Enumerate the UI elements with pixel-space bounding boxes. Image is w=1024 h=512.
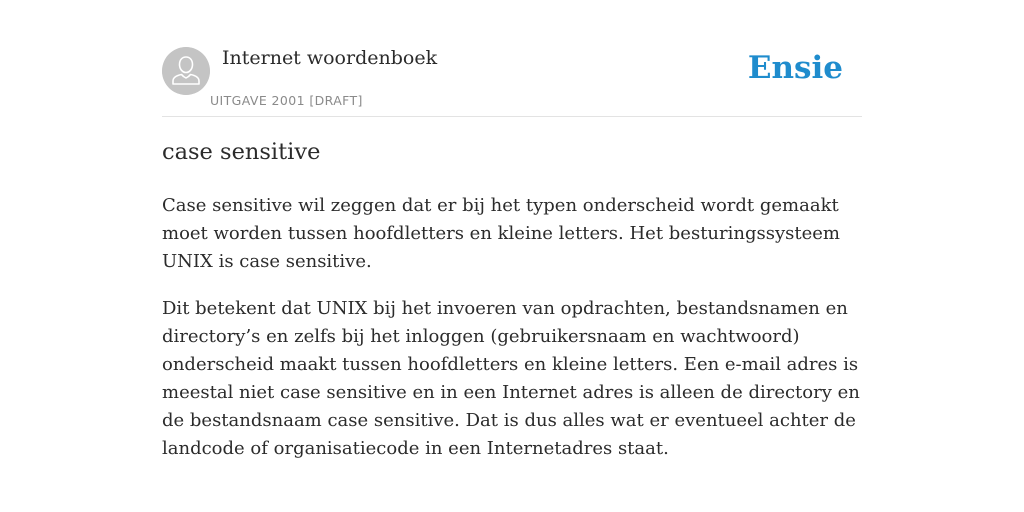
user-silhouette-icon <box>162 47 210 95</box>
entry-paragraph: Dit betekent dat UNIX bij het invoeren van opdrachten, bestandsnamen en directory’s en zelfs bij het inloggen (gebruikersnaam en wachtwoord) onderscheid maakt tussen hoofdletters en kleine letters. Een e-mail adres is meestal niet case sensitive en in een Internet adres is alleen de directory en de bestandsnaam case sensitive. Dat is dus alles wat er eventueel achter de landcode of organisatiecode in een Internetadres staat. <box>162 298 860 459</box>
source-edition: UITGAVE 2001 [DRAFT] <box>210 93 363 108</box>
source-header <box>162 46 862 117</box>
entry-paragraph: Case sensitive wil zeggen dat er bij het typen onderscheid wordt gemaakt moet worden tussen hoofdletters en kleine letters. Het besturingssysteem UNIX is case sensitive. <box>162 195 840 272</box>
avatar[interactable] <box>162 47 210 95</box>
source-title[interactable]: Internet woordenboek <box>222 47 438 69</box>
ensie-logo[interactable]: Ensie <box>747 50 843 86</box>
entry-body <box>162 192 862 482</box>
entry-title: case sensitive <box>162 139 321 165</box>
